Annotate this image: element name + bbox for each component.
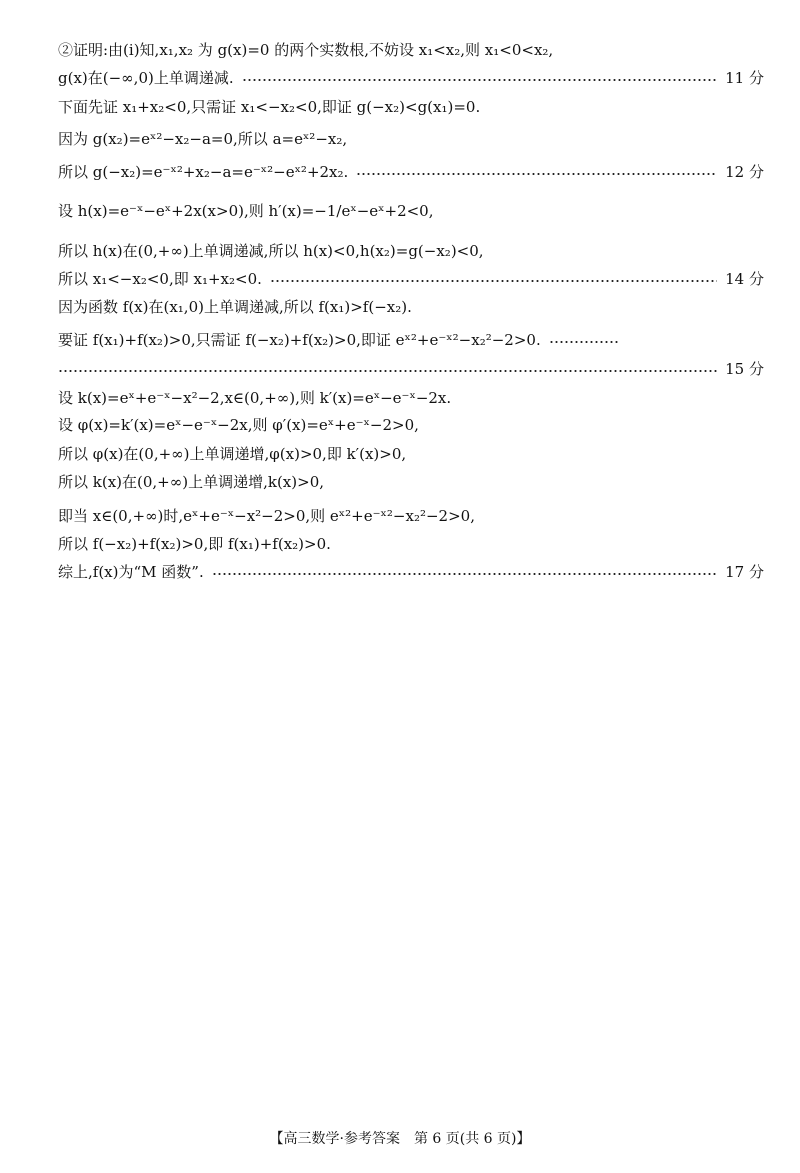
proof-line-12: [58, 386, 764, 410]
line-text: 设 h(x)=e⁻ˣ−eˣ+2x(x>0),则 h′(x)=−1/eˣ−eˣ+2<0,: [58, 202, 434, 220]
line-text: 综上,f(x)为“M 函数”.: [58, 563, 204, 581]
dot-leader: [212, 573, 717, 575]
proof-line-14: [58, 442, 764, 466]
proof-line-13: [58, 413, 764, 437]
proof-line-10: [58, 328, 764, 352]
line-text: ②证明:由(ⅰ)知,x₁,x₂ 为 g(x)=0 的两个实数根,不妨设 x₁<x₂,则 x₁<0<x₂,: [58, 41, 554, 59]
proof-line-11: [58, 357, 764, 381]
line-text: 所以 x₁<−x₂<0,即 x₁+x₂<0.: [58, 270, 262, 288]
dot-leader: [356, 173, 717, 175]
score-label: 12 分: [725, 163, 764, 181]
line-text: 下面先证 x₁+x₂<0,只需证 x₁<−x₂<0,即证 g(−x₂)<g(x₁)=0.: [58, 98, 481, 116]
line-text: 要证 f(x₁)+f(x₂)>0,只需证 f(−x₂)+f(x₂)>0,即证 eˣ²+e⁻ˣ²−x₂²−2>0.: [58, 331, 541, 349]
line-text: 所以 f(−x₂)+f(x₂)>0,即 f(x₁)+f(x₂)>0.: [58, 535, 331, 553]
line-text: 所以 g(−x₂)=e⁻ˣ²+x₂−a=e⁻ˣ²−eˣ²+2x₂.: [58, 163, 349, 181]
proof-line-6: [58, 199, 764, 223]
proof-line-9: [58, 295, 764, 319]
line-text: 因为函数 f(x)在(x₁,0)上单调递减,所以 f(x₁)>f(−x₂).: [58, 298, 412, 316]
dot-leader: [242, 79, 718, 81]
line-text: g(x)在(−∞,0)上单调递减.: [58, 69, 234, 87]
line-text: 设 k(x)=eˣ+e⁻ˣ−x²−2,x∈(0,+∞),则 k′(x)=eˣ−e⁻ˣ−2x.: [58, 389, 452, 407]
proof-line-5: [58, 160, 764, 184]
score-label: 11 分: [725, 69, 764, 87]
dot-leader: [58, 370, 717, 372]
proof-line-4: [58, 127, 764, 151]
proof-line-15: [58, 470, 764, 494]
dot-leader: [270, 280, 717, 282]
score-label: 15 分: [725, 360, 764, 378]
proof-line-3: [58, 95, 764, 119]
proof-line-2: [58, 66, 764, 90]
proof-line-16: [58, 504, 764, 528]
proof-line-18: [58, 560, 764, 584]
line-text: 所以 φ(x)在(0,+∞)上单调递增,φ(x)>0,即 k′(x)>0,: [58, 445, 407, 463]
score-label: 17 分: [725, 563, 764, 581]
proof-line-7: [58, 239, 764, 263]
line-text: 因为 g(x₂)=eˣ²−x₂−a=0,所以 a=eˣ²−x₂,: [58, 130, 348, 148]
score-label: 14 分: [725, 270, 764, 288]
line-text: 所以 k(x)在(0,+∞)上单调递增,k(x)>0,: [58, 473, 325, 491]
proof-line-17: [58, 532, 764, 556]
page-footer: 【高三数学·参考答案 第 6 页(共 6 页)】: [269, 1131, 531, 1147]
line-text: 设 φ(x)=k′(x)=eˣ−e⁻ˣ−2x,则 φ′(x)=eˣ+e⁻ˣ−2>0,: [58, 416, 419, 434]
line-text: 即当 x∈(0,+∞)时,eˣ+e⁻ˣ−x²−2>0,则 eˣ²+e⁻ˣ²−x₂²−2>0,: [58, 507, 475, 525]
proof-line-8: [58, 267, 764, 291]
dot-leader: [549, 341, 619, 343]
proof-line-1: [58, 38, 764, 62]
line-text: 所以 h(x)在(0,+∞)上单调递减,所以 h(x)<0,h(x₂)=g(−x₂)<0,: [58, 242, 484, 260]
